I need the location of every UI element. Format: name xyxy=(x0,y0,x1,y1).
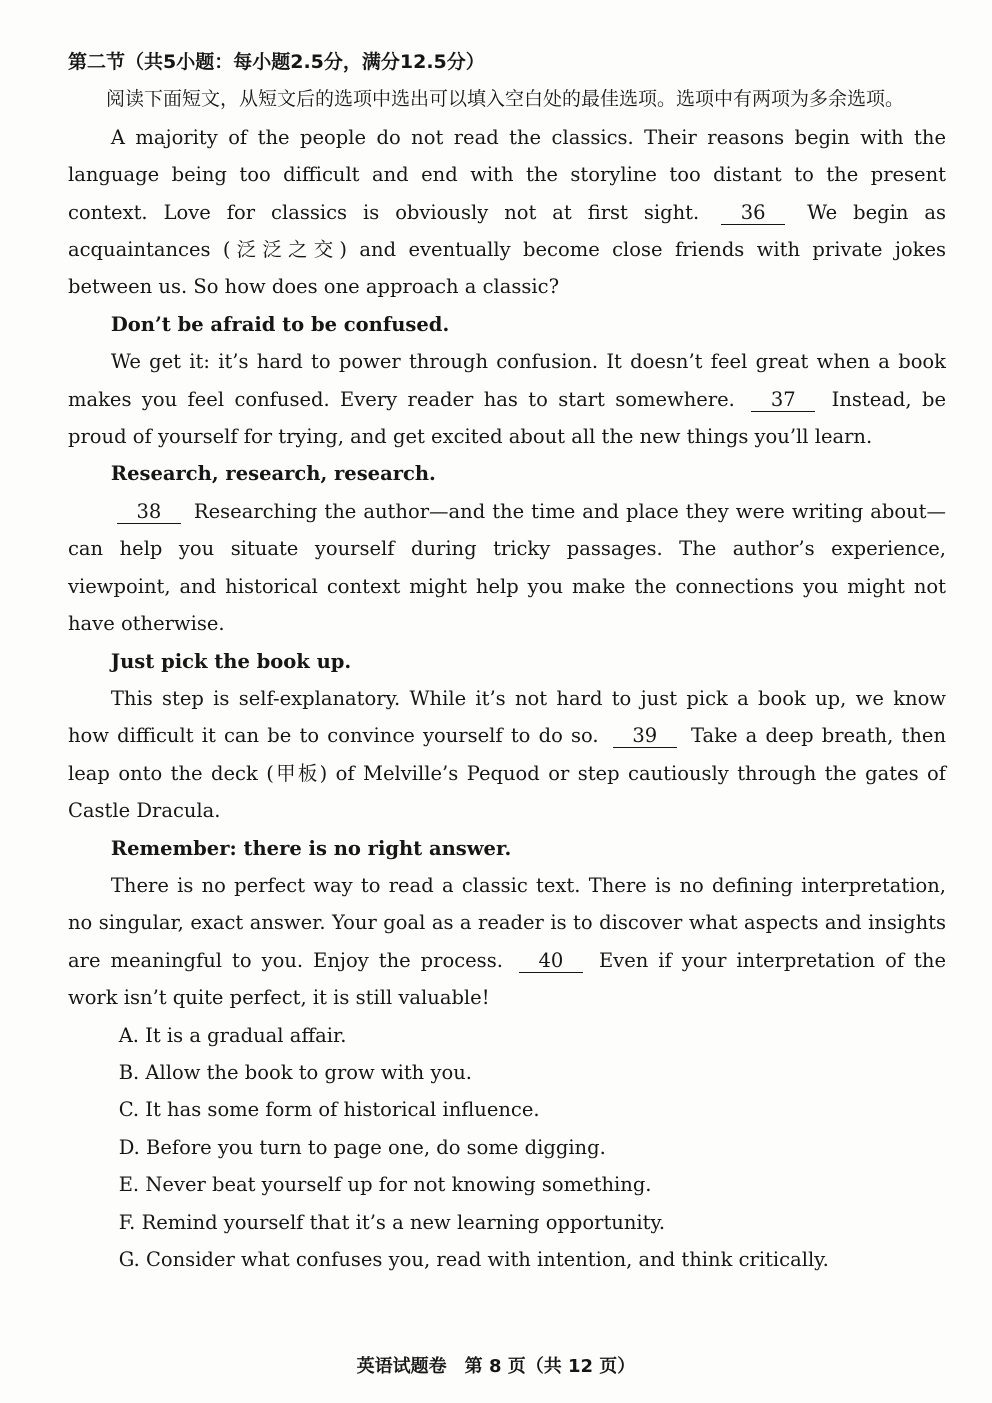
para1-text-after: Instead, be proud of yourself for trying, and get excited about all the new things you’ll learn. xyxy=(68,387,946,449)
page-footer: 英语试题卷 第 8 页（共 12 页） xyxy=(356,1356,636,1377)
para4-text-after: Even if your interpretation of the work isn’t quite perfect, it is still valuable! xyxy=(68,948,946,1010)
option-c: C. It has some form of historical influence. xyxy=(118,1098,540,1122)
passage-para-4 xyxy=(68,867,946,1017)
option-f: F. Remind yourself that it’s a new learning opportunity. xyxy=(118,1210,666,1234)
passage-para-1 xyxy=(68,343,946,455)
answer-options xyxy=(68,1017,946,1279)
heading-confused: Don’t be afraid to be confused. xyxy=(110,312,450,336)
passage-intro xyxy=(68,119,946,306)
intro-text-before: A majority of the people do not read the classics. Their reasons begin with the language being too difficult and end with the storyline too distant to the present context. Love for classics is obviously not at first sight. xyxy=(68,125,946,224)
intro-text-after: We begin as acquaintances (泛泛之交) and eventually become close friends with private jokes between us. So how does one approach a classic? xyxy=(68,200,946,299)
option-b: B. Allow the book to grow with you. xyxy=(118,1060,472,1084)
heading-no-right-answer: Remember: there is no right answer. xyxy=(110,836,512,860)
option-e: E. Never beat yourself up for not knowing something. xyxy=(118,1173,652,1197)
option-a: A. It is a gradual affair. xyxy=(118,1023,347,1047)
passage-para-3 xyxy=(68,680,946,830)
blank-40: 40 xyxy=(519,950,583,973)
passage-para-2 xyxy=(68,493,946,643)
heading-pick-up: Just pick the book up. xyxy=(110,649,352,673)
blank-38: 38 xyxy=(117,501,181,524)
para3-text-after: Take a deep breath, then leap onto the deck (甲板) of Melville’s Pequod or step cautiously through the gates of Castle Dracula. xyxy=(68,724,946,823)
blank-36: 36 xyxy=(721,202,785,225)
page-content xyxy=(68,44,946,1278)
para2-text-after: Researching the author—and the time and place they were writing about—can help you situate yourself during tricky passages. The author’s experience, viewpoint, and historical context might help you make the connections you might not have otherwise. xyxy=(68,499,946,636)
option-g: G. Consider what confuses you, read with intention, and think critically. xyxy=(118,1248,829,1271)
section-instruction: 阅读下面短文，从短文后的选项中选出可以填入空白处的最佳选项。选项中有两项为多余选项。 xyxy=(106,88,905,111)
blank-39: 39 xyxy=(613,725,677,748)
section-title: 第二节（共5小题：每小题2.5分，满分12.5分） xyxy=(68,51,485,73)
heading-research: Research, research, research. xyxy=(110,462,436,486)
blank-37: 37 xyxy=(751,389,815,412)
para4-text-before: There is no perfect way to read a classic text. There is no defining interpretation, no singular, exact answer. Your goal as a reader is to discover what aspects and insights are meaningful to you. Enjoy the process. xyxy=(68,873,946,972)
option-d: D. Before you turn to page one, do some digging. xyxy=(118,1135,606,1159)
para3-text-before: This step is self-explanatory. While it’s not hard to just pick a book up, we know how difficult it can be to convince yourself to do so. xyxy=(68,686,946,748)
para1-text-before: We get it: it’s hard to power through confusion. It doesn’t feel great when a book makes you feel confused. Every reader has to start somewhere. xyxy=(68,350,946,411)
